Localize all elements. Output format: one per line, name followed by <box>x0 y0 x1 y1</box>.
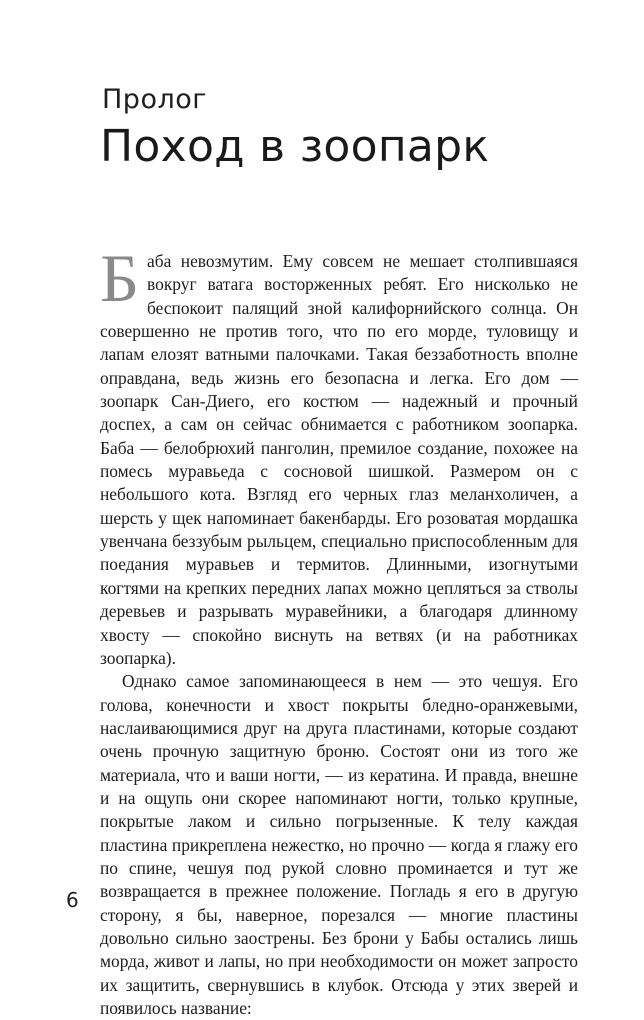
prologue-label: Пролог <box>102 84 207 115</box>
paragraph-2: Однако самое запоминающееся в нем — это чешуя. Его голова, конечности и хвост покрыты бледно-оранжевыми, наслаивающимися друг на друга пластинами, которые создают очень прочную защитную броню. Состоят они из того же материала, что и ваши ногти, — из кератина. И правда, внешне и на ощупь они скорее напоминают ногти, только крупные, покрытые лаком и сильно погрызенные. К телу каждая пластина прикреплена нежестко, но прочно — когда я глажу его по спине, чешуя под рукой словно проминается и тут же возвращается в прежнее положение. Погладь я его в другую сторону, я бы, наверное, порезался — многие пластины довольно сильно заострены. Без брони у Бабы остались лишь морда, живот и лапы, но при необходимости он может запросто их защитить, свернувшись в клубок. Отсюда у этих зверей и появилось название: <box>100 671 578 1018</box>
paragraph-1-text: аба невозмутим. Ему совсем не мешает столпившаяся вокруг ватага восторженных ребят. Его нисколько не беспокоит палящий зной калифорнийского солнца. Он совершенно не против того, что по его морде, туловищу и лапам елозят ватными палочками. Такая беззаботность вполне оправдана, ведь жизнь его безопасна и легка. Его дом — зоопарк Сан-Диего, его костюм — надежный и прочный доспех, а сам он сейчас обнимается с работником зоопарка. Баба — белобрюхий панголин, премилое создание, похожее на помесь муравьеда с сосновой шишкой. Размером он с небольшого кота. Взгляд его черных глаз меланхоличен, а шерсть у щек напоминает бакенбарды. Его розоватая мордашка увенчана беззубым рыльцем, специально приспособленным для поедания муравьев и термитов. Длинными, изогнутыми когтями на крепких передних лапах можно цепляться за стволы деревьев и разрывать муравейники, а благодаря длинному хвосту — спокойно виснуть на ветвях (и на работниках зоопарка). <box>100 251 578 668</box>
paragraph-1 <box>100 240 578 670</box>
page-number: 6 <box>66 888 79 912</box>
body-text <box>100 240 578 1020</box>
drop-cap: Б <box>100 240 140 316</box>
chapter-title: Поход в зоопарк <box>100 121 490 172</box>
